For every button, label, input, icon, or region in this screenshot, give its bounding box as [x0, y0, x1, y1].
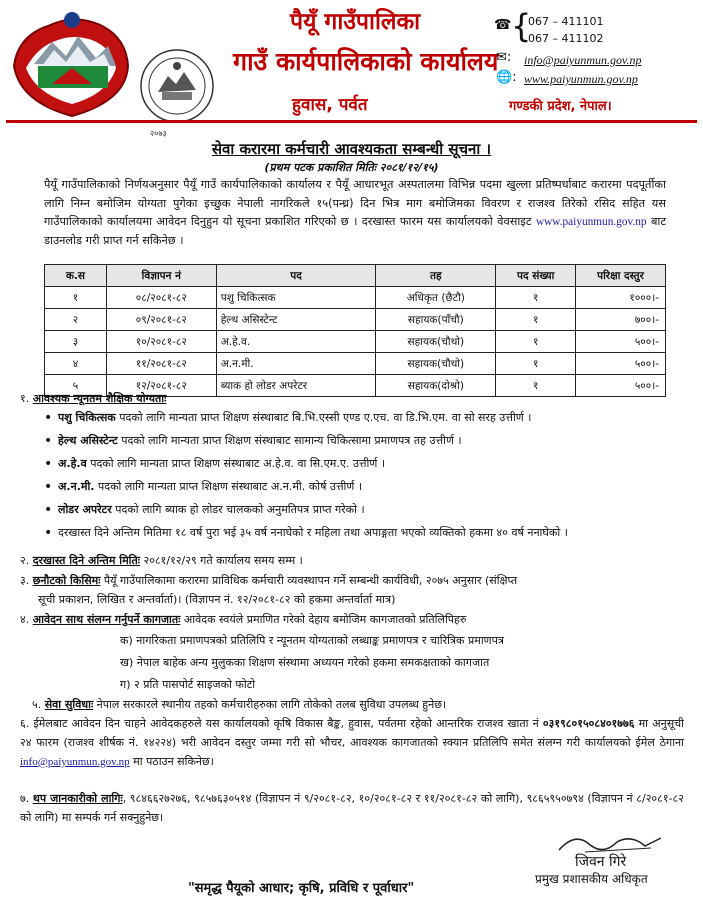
seal-year: २०७३ [150, 129, 167, 138]
table-row [45, 331, 666, 353]
cell-count: १ [496, 353, 576, 375]
cell-post: हेल्थ असिस्टेन्ट [216, 309, 376, 331]
cell-ad-number: ०८/२०८१-८२ [106, 287, 216, 309]
list-item: ख) नेपाल बाहेक अन्य मुलुकका शिक्षण संस्थामा अध्ययन गरेको हकमा समकक्षताको कागजात [120, 656, 490, 669]
qualification-text: पदको लागि मान्यता प्राप्त शिक्षण संस्थाबाट बि.भि.एस्सी एण्ड ए.एच. वा डि.भि.एम. वा सो सरह उत्तीर्ण । [115, 411, 532, 424]
post-name: हेल्थ असिस्टेन्ट [58, 434, 118, 447]
notice-intro [44, 176, 666, 250]
cell-post: ब्याक हो लोडर अपरेटर [216, 375, 376, 397]
section-number: १. [20, 392, 30, 405]
list-item [44, 500, 674, 520]
section-4 [20, 611, 680, 629]
list-item [44, 408, 674, 428]
table-row [45, 287, 666, 309]
cell-ad-number: १२/२०८१-८२ [106, 375, 216, 397]
section-6 [20, 715, 684, 771]
office-address: हुवास, पर्वत [292, 95, 368, 115]
cell-level: अधिकृत (छैटौ) [376, 287, 496, 309]
post-name: लोडर अपरेटर [58, 503, 112, 516]
section-heading: सेवा सुविधाः [44, 698, 94, 711]
cell-level: सहायक(चौथो) [376, 331, 496, 353]
document-list [120, 630, 660, 696]
intro-tail: बाट डाउनलोड गरी प्राप्त गर्न सकिनेछ । [44, 215, 667, 247]
cell-ad-number: ०९/२०८१-८२ [106, 309, 216, 331]
footer-slogan: "समृद्ध पैयूको आधार; कृषि, प्रविधि र पूर्वाधार" [188, 881, 415, 896]
section-text: पैयूँ गाउँपालिकामा करारमा प्राविधिक कर्मचारी व्यवस्थापन गर्ने सम्बन्धी कार्यविधी, २०७५ अनुसार (संक्षिप्त [100, 574, 518, 587]
cell-serial: ५ [45, 375, 107, 397]
account-number: ०३१९८०१५०८४०१७७६ [542, 717, 635, 730]
office-name: गाउँ कार्यपालिकाको कार्यालय [233, 47, 499, 76]
section-number: ५. [32, 698, 42, 711]
post-name: पशु चिकित्सक [58, 411, 116, 424]
mail-icon: ✉: [496, 50, 512, 65]
cell-fee: ७००।- [576, 309, 666, 331]
section-number: ३. [20, 574, 30, 587]
municipality-name: पैयूँ गाउँपालिका [290, 9, 421, 35]
section-heading: आवेदन साथ संलग्न गर्नुपर्ने कागजातः [32, 613, 181, 626]
list-item [44, 454, 674, 474]
cell-ad-number: १०/२०८१-८२ [106, 331, 216, 353]
table-row [45, 309, 666, 331]
province-name: गण्डकी प्रदेश, नेपाल। [509, 99, 612, 114]
section-text: , ९८४६६२७२७६, ९८५७६३०५१४ (विज्ञापन नं ९/२०८१-८२, १०/२०८१-८२ र ११/२०८१-८२ को लागि), ९८६५९५०७९४ (विज्ञापन नं ८/२०८१-८२ को लागि) मा सम्पर्क गर्न सक्नुहुनेछ। [20, 792, 684, 824]
list-item [44, 477, 674, 497]
notice-title: सेवा करारमा कर्मचारी आवश्यकता सम्बन्धी सूचना । [211, 140, 492, 158]
post-name: अ.हे.व [58, 457, 87, 470]
cell-post: अ.हे.व. [216, 331, 376, 353]
signatory-title: प्रमुख प्रशासकीय अधिकृत [535, 872, 648, 886]
cell-fee: १०००।- [576, 287, 666, 309]
cell-count: १ [496, 309, 576, 331]
section-text: आवेदक स्वयंले प्रमाणित गरेको देहाय बमोजिम कागजातको प्रतिलिपिहरु [180, 613, 467, 626]
phone-number-2: 067 – 411102 [528, 32, 604, 45]
list-item [44, 523, 674, 543]
cell-serial: ३ [45, 331, 107, 353]
age-limit-text: दरखास्त दिने अन्तिम मितिमा १८ वर्ष पुरा भई ३५ वर्ष ननाघेको र महिला तथा अपाङ्गता भएको व्यक्तिको हकमा ४० वर्ष ननाघेको । [58, 526, 568, 539]
cell-fee: ५००।- [576, 375, 666, 397]
cell-level: सहायक(चौथो) [376, 353, 496, 375]
col-header: क.स [45, 265, 107, 287]
cell-post: अ.न.मी. [216, 353, 376, 375]
cell-count: १ [496, 331, 576, 353]
cell-serial: १ [45, 287, 107, 309]
vacancy-table [44, 264, 666, 397]
section-7 [20, 790, 684, 828]
section-heading: छनौटको किसिमः [32, 574, 101, 587]
table-header-row [45, 265, 666, 287]
cell-post: पशु चिकित्सक [216, 287, 376, 309]
section-number: ६. [20, 717, 30, 730]
website-link[interactable]: www.paiyunmun.gov.np [524, 72, 638, 86]
cell-ad-number: ११/२०८१-८२ [106, 353, 216, 375]
list-item [44, 431, 674, 451]
qualification-text: पदको लागि मान्यता प्राप्त शिक्षण संस्थाबाट अ.हे.व. वा सि.एम.ए. उत्तीर्ण । [86, 457, 386, 470]
email-link[interactable]: info@paiyunmun.gov.np [20, 755, 130, 768]
section-text-3: मा पठाउन सकिनेछ। [133, 754, 214, 768]
cell-count: १ [496, 287, 576, 309]
section-text: ईमेलबाट आवेदन दिन चाहने आवेदकहरुले यस कार्यालयको कृषि विकास बैङ्क, हुवास, पर्वतमा रहेको आन्तरिक राजश्व खाता नं [33, 717, 539, 730]
cell-level: सहायक(दोश्रो) [376, 375, 496, 397]
col-header: पद [216, 265, 376, 287]
section-number: ७. [20, 792, 30, 805]
intro-website-link[interactable]: www.paiyunmun.gov.np [535, 216, 647, 229]
post-name: अ.न.मी. [58, 480, 95, 493]
qualification-list [44, 408, 674, 546]
notice-subtitle: (प्रथम पटक प्रकाशित मितिः २०८१/१२/१५) [264, 161, 439, 174]
section-heading: थप जानकारीको लागिः [32, 792, 123, 805]
list-item: क) नागरिकता प्रमाणपत्रको प्रतिलिपि र न्यूनतम योग्यताको लब्धाङ्क प्रमाणपत्र र चारित्रिक प्रमाणपत्र [120, 634, 504, 647]
section-text: २०८१/१२/२९ गते कार्यालय समय सम्म । [140, 554, 303, 567]
nepal-emblem-logo [8, 6, 136, 122]
qualification-text: पदको लागि मान्यता प्राप्त शिक्षण संस्थाबाट अ.न.मी. कोर्ष उत्तीर्ण । [94, 480, 363, 493]
section-number: २. [20, 554, 30, 567]
section-heading: दरखास्त दिने अन्तिम मितिः [32, 554, 140, 567]
section-number: ४. [20, 613, 30, 626]
phone-number-1: 067 – 411101 [528, 15, 604, 28]
table-row [45, 353, 666, 375]
qualification-text: पदको लागि ब्याक हो लोडर चालकको अनुमतिपत्र प्राप्त गरेको । [111, 503, 365, 516]
section-2 [20, 552, 680, 570]
list-item: ग) २ प्रति पासपोर्ट साइजको फोटो [120, 678, 256, 691]
email-link[interactable]: info@paiyunmun.gov.np [524, 53, 642, 67]
intro-text: पैयूँ गाउँपालिकाको निर्णयअनुसार पैयूँ गाउँ कार्यपालिकाको कार्यालय र पैयूँ आधारभूत अस्पतालमा विभिन्न पदमा खुल्ला प्रतिष्पर्धाबाट करारमा पदपूर्तीका लागि निम्न बमोजिम योग्यता पुगेका इच्छुक नेपाली नागरिकले १५(पन्ध्र) दिन भित्र माग बमोजिमका विवरण र राजश्व तिरेको रसिद सहित यस गाउँपालिकाको कार्यालयमा आवेदन दिनुहुन यो सूचना प्रकाशित गरिएको छ । दरखास्त फारम यस कार्यालयको वेवसाइट [44, 178, 666, 229]
cell-serial: २ [45, 309, 107, 331]
section-5 [32, 696, 692, 714]
col-header: परिक्षा दस्तुर [576, 265, 666, 287]
section-3 [20, 572, 680, 590]
col-header: पद संख्या [496, 265, 576, 287]
section-1-heading [20, 390, 680, 408]
section-3-continued: सूची प्रकाशन, लिखित र अन्तर्वार्ता)। (विज्ञापन नं. १२/२०८१-८२ को हकमा अन्तर्वार्ता मात्र) [38, 593, 396, 606]
qualification-text: पदको लागि मान्यता प्राप्त शिक्षण संस्थाबाट सामान्य चिकित्सामा प्रमाणपत्र तह उत्तीर्ण । [117, 434, 462, 447]
section-text-2: मा अनुसूची २४ फारम (राजश्व शीर्षक नं. १४२२४) भरी आवेदन दस्तुर जम्मा गरी सो भौचर, आवश्यक कागजातको स्क्यान प्रतिलिपि समेत संलग्न गरी कार्यालयको ईमेल ठेगाना [20, 717, 684, 749]
col-header: तह [376, 265, 496, 287]
header-divider [6, 120, 697, 123]
globe-icon: 🌐: [496, 70, 517, 85]
cell-level: सहायक(पाँचौ) [376, 309, 496, 331]
col-header: विज्ञापन नं [106, 265, 216, 287]
section-text: नेपाल सरकारले स्थानीय तहको कर्मचारीहरुका लागि तोकेको तलब सुविधा उपलब्ध हुनेछ। [93, 698, 447, 711]
cell-fee: ५००।- [576, 353, 666, 375]
brace-icon: { [511, 7, 532, 45]
cell-fee: ५००।- [576, 331, 666, 353]
phone-icon: ☎ [494, 17, 512, 33]
section-heading: आवश्यक न्यूनतम शैक्षिक योग्यताः [32, 392, 167, 405]
signatory-name: जिवन गिरे [575, 854, 627, 870]
cell-count: १ [496, 375, 576, 397]
cell-serial: ४ [45, 353, 107, 375]
